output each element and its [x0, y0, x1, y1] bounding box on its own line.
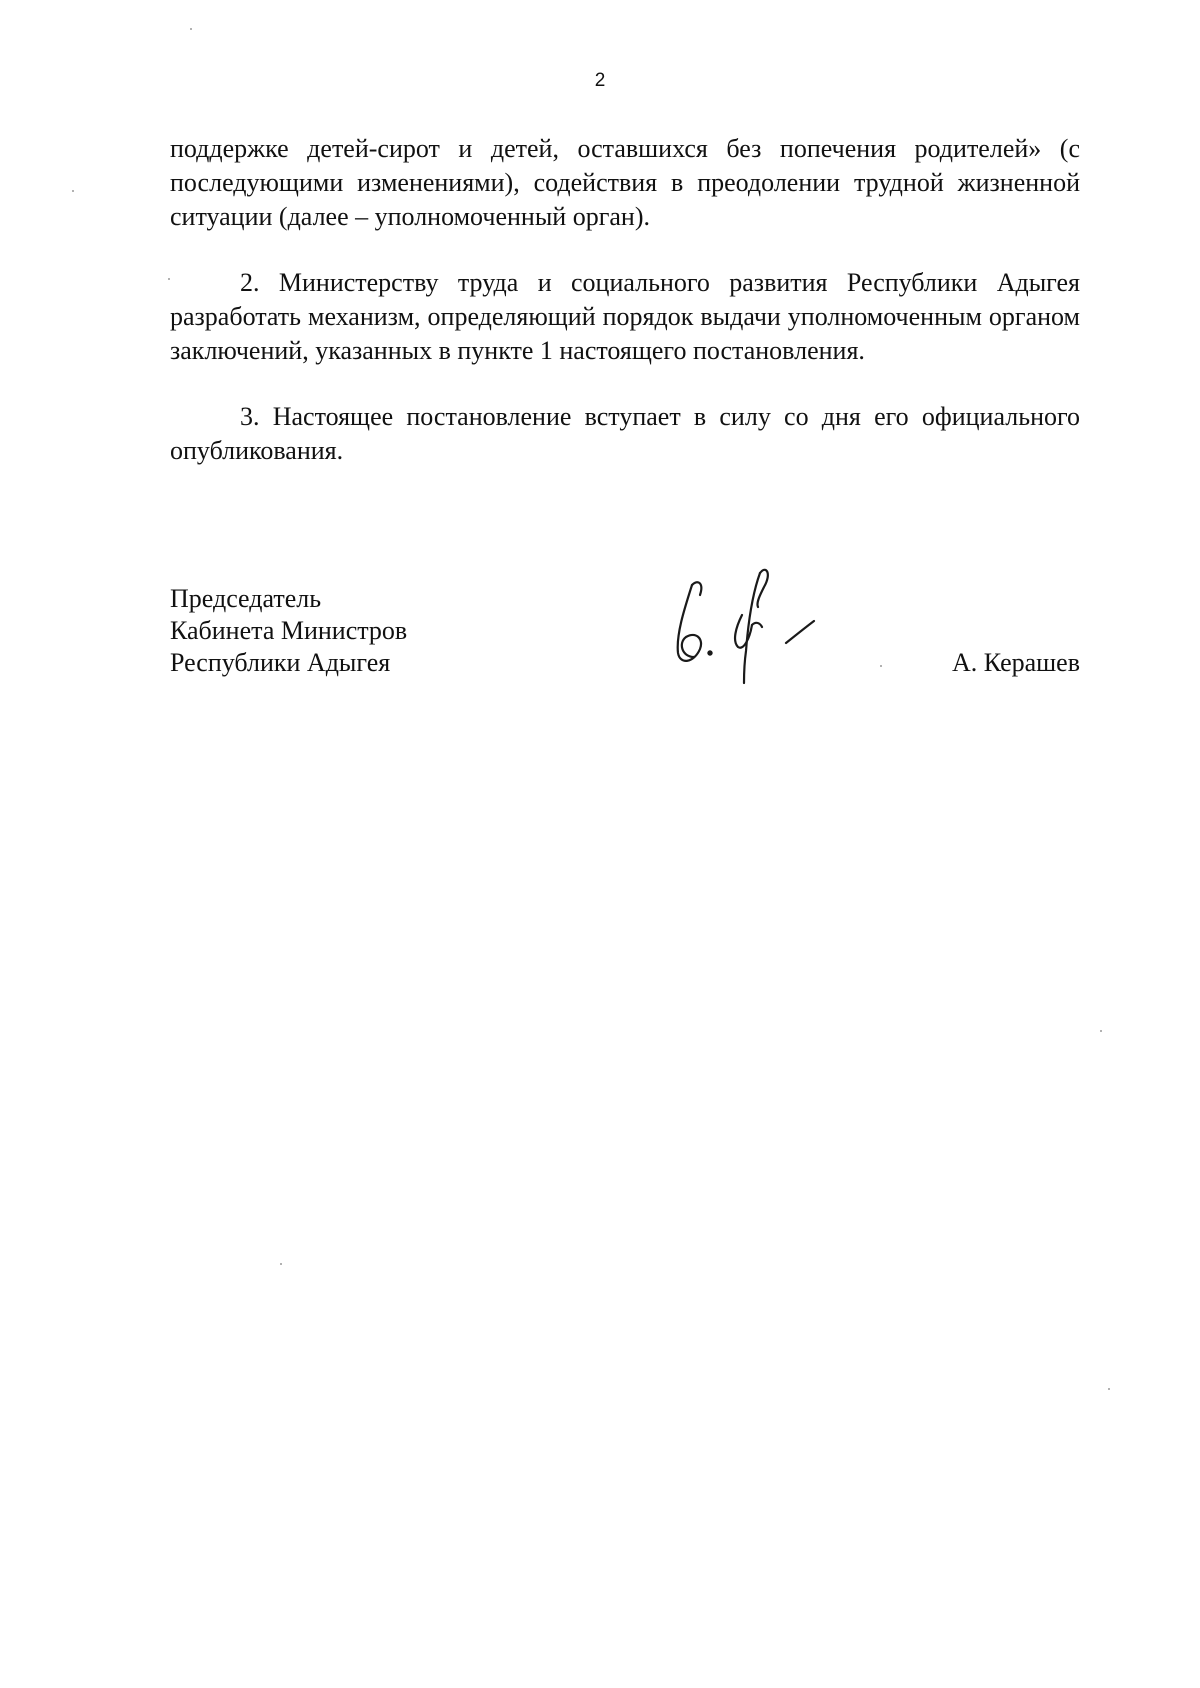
body-text — [170, 132, 1080, 500]
scan-speck — [1108, 1388, 1110, 1390]
paragraph-continuation: поддержке детей-сирот и детей, оставшихся без попечения родителей» (с последующими изменениями), содействия в преодолении трудной жизненной ситуации (далее – уполномоченный орган). — [170, 134, 1080, 231]
signatory-title — [170, 583, 407, 679]
signatory-name: А. Керашев — [951, 648, 1080, 677]
handwritten-signature — [664, 565, 849, 685]
scan-speck — [72, 190, 74, 192]
scan-speck — [190, 28, 192, 30]
scan-speck — [880, 665, 882, 667]
scan-speck — [168, 278, 170, 280]
scan-speck — [1100, 1030, 1102, 1032]
signatory-title-line: Республики Адыгея — [170, 648, 391, 677]
paragraph-2: 2. Министерству труда и социального развития Республики Адыгея разработать механизм, определяющий порядок выдачи уполномоченным органом заключений, указанных в пункте 1 настоящего постановления. — [170, 268, 1080, 365]
page-number: 2 — [594, 70, 606, 91]
scan-speck — [280, 1263, 282, 1265]
paragraph-3: 3. Настоящее постановление вступает в силу со дня его официального опубликования. — [170, 402, 1080, 465]
signatory-title-line: Кабинета Министров — [170, 616, 408, 645]
signatory-title-line: Председатель — [170, 584, 322, 613]
